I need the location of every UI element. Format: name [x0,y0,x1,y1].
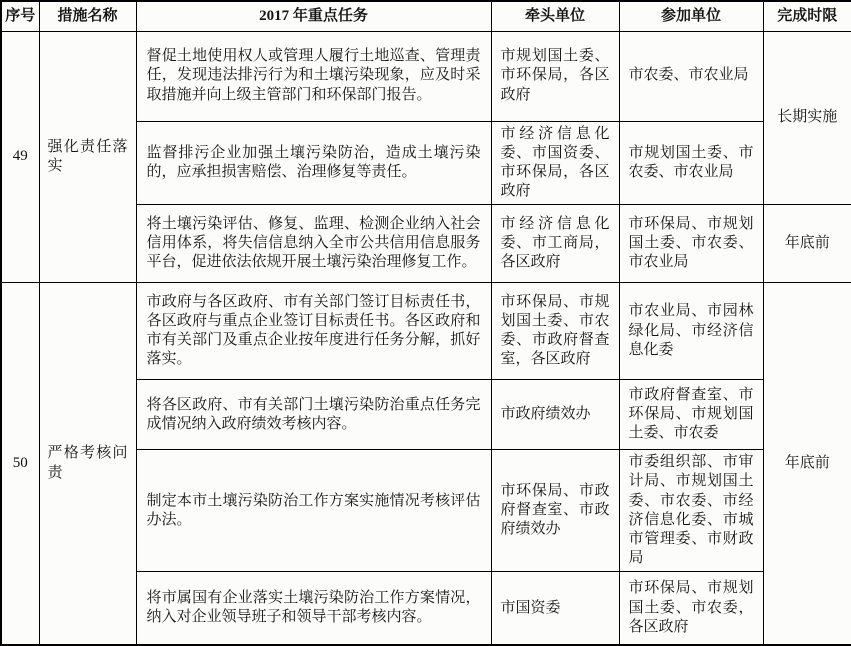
seq-cell-50: 50 [1,283,39,645]
participants-cell: 市农业局、市园林绿化局、市经济信息化委 [619,283,763,380]
header-deadline: 完成时限 [763,1,851,31]
task-cell: 督促土地使用权人或管理人履行土地巡查、管理责任，发现违法排污行为和土壤污染现象，应及时采取措施并向上级主管部门和环保部门报告。 [136,31,491,121]
participants-cell: 市规划国土委、市农委、市农业局 [619,121,763,205]
lead-unit-cell: 市经济信息化委、市工商局，各区政府 [491,205,619,283]
header-seq: 序号 [1,1,39,31]
participants-cell: 市政府督查室、市环保局、市规划国土委、市农委 [619,380,763,450]
task-cell: 市政府与各区政府、市有关部门签订目标责任书，各区政府与重点企业签订目标责任书。各区政府和市有关部门及重点企业按年度进行任务分解，抓好落实。 [136,283,491,380]
measure-cell-50: 严格考核问责 [39,283,136,645]
lead-unit-cell: 市规划国土委、市环保局，各区政府 [491,31,619,121]
task-cell: 将各区政府、市有关部门土壤污染防治重点任务完成情况纳入政府绩效考核内容。 [136,380,491,450]
task-cell: 制定本市土壤污染防治工作方案实施情况考核评估办法。 [136,450,491,572]
lead-unit-cell: 市经济信息化委、市国资委、市环保局，各区政府 [491,121,619,205]
header-task: 2017 年重点任务 [136,1,491,31]
deadline-cell: 年底前 [763,205,851,283]
task-cell: 将土壤污染评估、修复、监理、检测企业纳入社会信用体系，将失信信息纳入全市公共信用信息服务平台，促进依法依规开展土壤污染治理修复工作。 [136,205,491,283]
table-row [1,31,851,121]
task-cell: 将市属国有企业落实土壤污染防治工作方案情况，纳入对企业领导班子和领导干部考核内容。 [136,572,491,645]
deadline-cell: 长期实施 [763,31,851,205]
header-measure: 措施名称 [39,1,136,31]
lead-unit-cell: 市环保局、市政府督查室、市政府绩效办 [491,450,619,572]
seq-cell-49: 49 [1,31,39,283]
participants-cell: 市委组织部、市审计局、市规划国土委、市农委、市经济信息化委、市城市管理委、市财政局 [619,450,763,572]
header-lead-unit: 牵头单位 [491,1,619,31]
task-cell: 监督排污企业加强土壤污染防治，造成土壤污染的，应承担损害赔偿、治理修复等责任。 [136,121,491,205]
header-participants: 参加单位 [619,1,763,31]
table-row [1,283,851,380]
table-header-row [1,1,851,31]
participants-cell: 市环保局、市规划国土委、市农委、市农业局 [619,205,763,283]
lead-unit-cell: 市国资委 [491,572,619,645]
participants-cell: 市农委、市农业局 [619,31,763,121]
deadline-cell: 年底前 [763,283,851,645]
lead-unit-cell: 市政府绩效办 [491,380,619,450]
measure-cell-49: 强化责任落实 [39,31,136,283]
participants-cell: 市环保局、市规划国土委、市农委，各区政府 [619,572,763,645]
lead-unit-cell: 市环保局、市规划国土委、市农委、市政府督查室，各区政府 [491,283,619,380]
